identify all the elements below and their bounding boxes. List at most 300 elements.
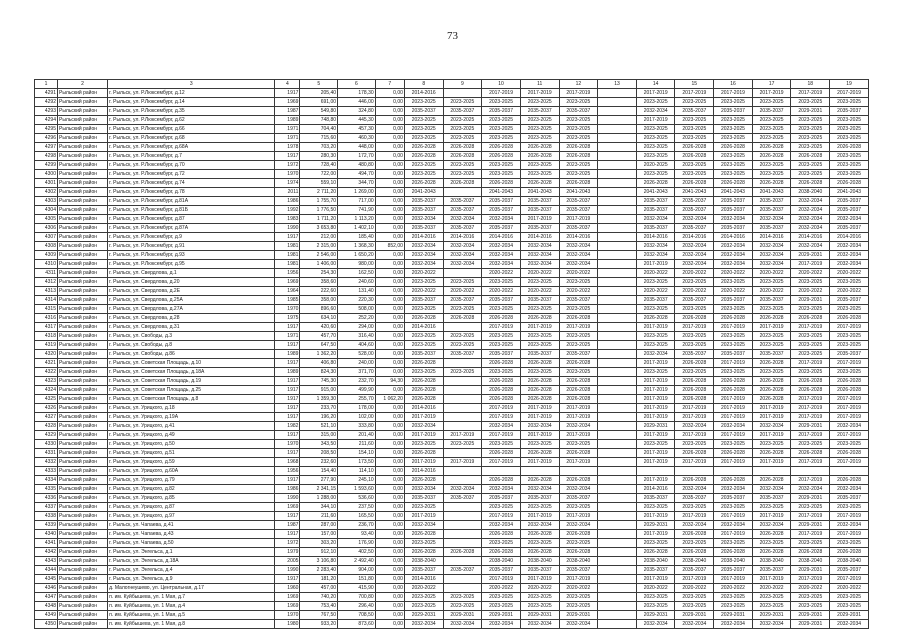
table-cell: 2029-2031 — [791, 422, 830, 431]
table-cell: 2017-2019 — [675, 431, 714, 440]
table-cell: 2023-2025 — [714, 305, 753, 314]
table-cell: 4346 — [35, 584, 58, 593]
table-cell: г. Рыльск, ул. Свердлова, д.20 — [108, 278, 275, 287]
table-cell — [675, 467, 714, 476]
table-cell: 2026-2028 — [482, 314, 521, 323]
table-cell: 2017-2019 — [404, 458, 443, 467]
table-cell: 2026-2028 — [791, 377, 830, 386]
table-cell: г. Рыльск, ул. Свердлова, д.28 — [108, 314, 275, 323]
table-cell: 0,00 — [375, 368, 404, 377]
table-cell: 154,10 — [338, 449, 376, 458]
table-cell: Рыльский район — [57, 143, 107, 152]
table-row — [35, 458, 869, 467]
table-cell: 2026-2028 — [791, 152, 830, 161]
table-cell: 2023-2025 — [714, 98, 753, 107]
table-cell: 4297 — [35, 143, 58, 152]
table-cell: 2026-2028 — [443, 548, 482, 557]
table-cell: 745,30 — [300, 377, 338, 386]
table-cell: 0,00 — [375, 215, 404, 224]
table-cell: Рыльский район — [57, 413, 107, 422]
table-row — [35, 287, 869, 296]
table-cell: 2023-2025 — [404, 332, 443, 341]
table-cell: г. Рыльск, ул. Р.Люксембург, д.72 — [108, 170, 275, 179]
table-cell: 2035-2037 — [714, 296, 753, 305]
table-cell: 2026-2028 — [714, 476, 753, 485]
table-row — [35, 584, 869, 593]
table-cell: 2017-2019 — [714, 404, 753, 413]
table-cell — [443, 512, 482, 521]
table-cell: 0,00 — [375, 206, 404, 215]
table-row — [35, 530, 869, 539]
table-cell: 1 755,70 — [300, 197, 338, 206]
table-cell: 2017-2019 — [520, 215, 559, 224]
table-cell: 0,00 — [375, 278, 404, 287]
table-cell: 2032-2034 — [482, 260, 521, 269]
table-cell: 2023-2025 — [752, 341, 791, 350]
table-cell: 2014-2016 — [404, 233, 443, 242]
table-cell: 0,00 — [375, 413, 404, 422]
table-row — [35, 611, 869, 620]
table-cell — [598, 233, 637, 242]
table-cell: 2020-2022 — [404, 269, 443, 278]
table-cell: 0,00 — [375, 125, 404, 134]
table-cell: 2023-2025 — [752, 116, 791, 125]
table-cell: г. Рыльск, ул. Р.Люксембург, д.87А — [108, 224, 275, 233]
table-cell: 2035-2037 — [443, 350, 482, 359]
table-cell: Рыльский район — [57, 539, 107, 548]
table-cell: Рыльский район — [57, 575, 107, 584]
table-cell: 240,00 — [338, 359, 376, 368]
table-cell: 2023-2025 — [520, 503, 559, 512]
table-cell: 2017-2019 — [752, 512, 791, 521]
table-row — [35, 215, 869, 224]
table-cell: 2041-2043 — [714, 188, 753, 197]
table-cell: 2017-2019 — [675, 404, 714, 413]
table-cell: 2017-2019 — [482, 89, 521, 98]
table-cell: 2023-2025 — [404, 602, 443, 611]
table-cell: 404,60 — [338, 341, 376, 350]
table-cell — [791, 467, 830, 476]
table-cell: 0,00 — [375, 584, 404, 593]
table-cell: 131,40 — [338, 287, 376, 296]
table-cell: 2026-2028 — [404, 530, 443, 539]
table-cell: 2032-2034 — [675, 260, 714, 269]
table-cell: 2029-2031 — [520, 611, 559, 620]
table-cell: 2023-2025 — [636, 125, 675, 134]
table-cell — [443, 584, 482, 593]
table-cell — [598, 107, 637, 116]
table-cell: 2026-2028 — [559, 395, 598, 404]
table-cell: 1917 — [275, 575, 300, 584]
column-header: 18 — [791, 80, 830, 89]
table-cell: 559,10 — [300, 179, 338, 188]
table-cell: 2023-2025 — [404, 116, 443, 125]
table-cell — [636, 467, 675, 476]
table-cell: 2023-2025 — [443, 161, 482, 170]
table-cell: 2023-2025 — [830, 161, 869, 170]
table-cell: 2023-2025 — [675, 125, 714, 134]
table-cell: 2023-2025 — [636, 305, 675, 314]
table-cell: 2041-2043 — [482, 188, 521, 197]
table-cell: 2020-2022 — [714, 584, 753, 593]
table-cell: Рыльский район — [57, 458, 107, 467]
table-cell: 2 341,15 — [300, 485, 338, 494]
table-cell: 2023-2025 — [482, 161, 521, 170]
table-cell: 1917 — [275, 395, 300, 404]
table-cell — [443, 323, 482, 332]
table-cell: 2026-2028 — [714, 386, 753, 395]
table-cell: 2032-2034 — [482, 422, 521, 431]
table-cell: 2026-2028 — [482, 548, 521, 557]
table-cell — [443, 530, 482, 539]
table-cell — [598, 431, 637, 440]
table-cell: 933,20 — [300, 620, 338, 629]
table-cell — [598, 197, 637, 206]
table-row — [35, 224, 869, 233]
table-cell: 4350 — [35, 620, 58, 629]
table-cell: 255,70 — [338, 395, 376, 404]
table-cell: 406,80 — [300, 359, 338, 368]
table-cell: 2026-2028 — [675, 359, 714, 368]
table-cell: 1971 — [275, 125, 300, 134]
table-cell: 2032-2034 — [791, 224, 830, 233]
table-cell: г. Рыльск, ул. Свердлова, д.1 — [108, 269, 275, 278]
table-cell: 2026-2028 — [404, 548, 443, 557]
table-cell: 2035-2037 — [752, 197, 791, 206]
table-cell: 2035-2037 — [520, 206, 559, 215]
table-cell: 2023-2025 — [830, 593, 869, 602]
table-cell: 236,70 — [338, 521, 376, 530]
table-cell: 2020-2022 — [520, 584, 559, 593]
table-cell: 2014-2016 — [559, 233, 598, 242]
table-cell: 1 062,20 — [375, 395, 404, 404]
table-cell: 2026-2028 — [559, 377, 598, 386]
table-cell: 2020-2022 — [520, 287, 559, 296]
table-cell: 2026-2028 — [675, 449, 714, 458]
table-cell: Рыльский район — [57, 179, 107, 188]
table-cell — [443, 89, 482, 98]
table-cell: Рыльский район — [57, 512, 107, 521]
table-cell: 2029-2031 — [791, 296, 830, 305]
table-cell: 2026-2028 — [752, 386, 791, 395]
table-cell — [598, 422, 637, 431]
table-cell: 2026-2028 — [404, 449, 443, 458]
table-cell: 2029-2031 — [482, 611, 521, 620]
table-cell: 4314 — [35, 296, 58, 305]
table-cell: 2026-2028 — [520, 476, 559, 485]
table-cell: 2026-2028 — [520, 530, 559, 539]
table-cell: г. Рыльск, ул. Р.Люксембург, д.35 — [108, 107, 275, 116]
table-cell: г. Рыльск, ул. Урицкого, д.79 — [108, 476, 275, 485]
table-cell: Рыльский район — [57, 161, 107, 170]
table-cell: 358,60 — [300, 278, 338, 287]
table-cell: 1 593,60 — [338, 485, 376, 494]
table-cell: 1990 — [275, 494, 300, 503]
table-row — [35, 134, 869, 143]
table-cell: Рыльский район — [57, 215, 107, 224]
table-cell — [443, 395, 482, 404]
table-row — [35, 494, 869, 503]
table-cell: 2035-2037 — [443, 197, 482, 206]
table-cell: Рыльский район — [57, 557, 107, 566]
table-cell: 1978 — [275, 143, 300, 152]
table-cell: 2026-2028 — [443, 179, 482, 188]
table-cell: 2032-2034 — [559, 485, 598, 494]
table-cell: 2017-2019 — [482, 323, 521, 332]
table-cell: 2035-2037 — [675, 296, 714, 305]
table-cell: Рыльский район — [57, 359, 107, 368]
table-cell: 2026-2028 — [752, 179, 791, 188]
table-cell: 2023-2025 — [714, 332, 753, 341]
table-cell: 2032-2034 — [404, 485, 443, 494]
table-cell: 2023-2025 — [482, 332, 521, 341]
table-cell: 0,00 — [375, 620, 404, 629]
table-cell: 896,60 — [300, 305, 338, 314]
table-cell — [559, 467, 598, 476]
table-cell: 0,00 — [375, 161, 404, 170]
table-cell: 2017-2019 — [752, 458, 791, 467]
table-cell: 741,90 — [338, 206, 376, 215]
table-cell: 2023-2025 — [482, 278, 521, 287]
table-cell: 2017-2019 — [559, 431, 598, 440]
table-cell: 2023-2025 — [714, 539, 753, 548]
table-cell: 2017-2019 — [791, 395, 830, 404]
table-row — [35, 386, 869, 395]
table-cell: 2023-2025 — [559, 98, 598, 107]
table-cell — [598, 602, 637, 611]
table-cell: 2026-2028 — [714, 548, 753, 557]
table-cell: 94,30 — [375, 377, 404, 386]
table-cell: 2035-2037 — [520, 224, 559, 233]
table-cell: 2032-2034 — [520, 251, 559, 260]
table-cell: 2017-2019 — [714, 575, 753, 584]
table-cell: 1970 — [275, 611, 300, 620]
column-header: 13 — [598, 80, 637, 89]
table-cell: 4316 — [35, 314, 58, 323]
table-cell: 4323 — [35, 377, 58, 386]
table-cell: 2026-2028 — [482, 143, 521, 152]
table-cell: 2026-2028 — [675, 143, 714, 152]
table-cell: 2023-2025 — [559, 332, 598, 341]
table-cell: 2020-2022 — [791, 287, 830, 296]
table-cell: 2032-2034 — [520, 242, 559, 251]
table-cell: 2020-2022 — [675, 269, 714, 278]
table-cell: 2017-2019 — [752, 575, 791, 584]
table-cell: 2032-2034 — [636, 107, 675, 116]
table-cell — [443, 503, 482, 512]
table-cell: 0,00 — [375, 548, 404, 557]
table-cell: 2023-2025 — [752, 503, 791, 512]
table-cell: 2023-2025 — [791, 593, 830, 602]
table-cell: г. Рыльск, ул. Советская Площадь, д.18А — [108, 368, 275, 377]
table-cell: Рыльский район — [57, 350, 107, 359]
table-cell: 0,00 — [375, 170, 404, 179]
table-cell: 1969 — [275, 602, 300, 611]
table-cell: 2035-2037 — [752, 224, 791, 233]
table-cell: 2023-2025 — [714, 170, 753, 179]
table-cell: 2 315,00 — [300, 242, 338, 251]
table-row — [35, 566, 869, 575]
table-cell: 2029-2031 — [791, 620, 830, 629]
table-cell: 2026-2028 — [482, 395, 521, 404]
table-cell: 2023-2025 — [520, 278, 559, 287]
table-cell: 2035-2037 — [559, 494, 598, 503]
table-row — [35, 503, 869, 512]
table-cell: Рыльский район — [57, 98, 107, 107]
table-cell: Рыльский район — [57, 341, 107, 350]
table-cell: 2023-2025 — [752, 539, 791, 548]
table-cell: 4349 — [35, 611, 58, 620]
table-cell: 2026-2028 — [520, 179, 559, 188]
table-cell: г. Рыльск, ул. Р.Люксембург, д.78 — [108, 188, 275, 197]
table-row — [35, 161, 869, 170]
table-cell: Рыльский район — [57, 593, 107, 602]
table-cell — [598, 575, 637, 584]
table-cell: 2017-2019 — [482, 404, 521, 413]
table-cell: 4305 — [35, 215, 58, 224]
table-cell: 2023-2025 — [482, 134, 521, 143]
table-cell: Рыльский район — [57, 224, 107, 233]
table-cell: 2032-2034 — [482, 620, 521, 629]
table-cell: 0,00 — [375, 350, 404, 359]
table-cell: 2029-2031 — [675, 611, 714, 620]
table-cell: 4299 — [35, 161, 58, 170]
table-cell: 2035-2037 — [443, 206, 482, 215]
table-cell: Рыльский район — [57, 620, 107, 629]
table-cell: 2023-2025 — [714, 278, 753, 287]
table-cell: 178,30 — [338, 89, 376, 98]
table-cell: 4342 — [35, 548, 58, 557]
table-cell: 173,50 — [338, 458, 376, 467]
table-cell: 2035-2037 — [636, 197, 675, 206]
table-cell: 2035-2037 — [830, 206, 869, 215]
table-cell: 2026-2028 — [404, 152, 443, 161]
table-cell: 1917 — [275, 431, 300, 440]
table-cell: 2020-2022 — [482, 269, 521, 278]
table-cell: 2032-2034 — [714, 485, 753, 494]
table-cell: 2026-2028 — [714, 179, 753, 188]
table-cell: 2023-2025 — [443, 332, 482, 341]
table-cell: 445,30 — [338, 116, 376, 125]
table-cell: 2023-2025 — [443, 98, 482, 107]
table-cell: 2035-2037 — [559, 197, 598, 206]
table-cell: 4311 — [35, 269, 58, 278]
table-cell: 2026-2028 — [791, 314, 830, 323]
table-cell: 2023-2025 — [559, 134, 598, 143]
table-cell: 2023-2025 — [791, 305, 830, 314]
table-cell: 2023-2025 — [714, 503, 753, 512]
table-cell: 2017-2019 — [830, 575, 869, 584]
table-cell: 767,50 — [300, 611, 338, 620]
table-row — [35, 170, 869, 179]
table-cell: 2026-2028 — [559, 548, 598, 557]
table-cell: 2023-2025 — [675, 440, 714, 449]
table-cell: 315,00 — [300, 431, 338, 440]
table-cell: 2035-2037 — [482, 296, 521, 305]
table-cell: 2026-2028 — [830, 314, 869, 323]
table-cell: 2023-2025 — [482, 503, 521, 512]
table-row — [35, 305, 869, 314]
table-cell: 2023-2025 — [791, 116, 830, 125]
table-cell: 151,80 — [338, 575, 376, 584]
table-cell: 2023-2025 — [675, 161, 714, 170]
table-cell: 232,60 — [300, 458, 338, 467]
table-cell: 2032-2034 — [752, 215, 791, 224]
table-cell: Рыльский район — [57, 260, 107, 269]
table-cell: 2026-2028 — [830, 548, 869, 557]
table-cell: 4338 — [35, 512, 58, 521]
table-cell: 2023-2025 — [520, 161, 559, 170]
table-cell: Рыльский район — [57, 170, 107, 179]
table-cell: 2032-2034 — [559, 260, 598, 269]
table-cell: Рыльский район — [57, 431, 107, 440]
table-cell: 2020-2022 — [559, 269, 598, 278]
table-cell: 2017-2019 — [791, 404, 830, 413]
table-cell: 2026-2028 — [714, 314, 753, 323]
table-cell: Рыльский район — [57, 449, 107, 458]
table-cell: 2023-2025 — [636, 170, 675, 179]
table-cell: 2035-2037 — [675, 494, 714, 503]
table-cell: 324,80 — [338, 107, 376, 116]
table-cell: 402,50 — [338, 548, 376, 557]
table-cell: 2035-2037 — [443, 494, 482, 503]
table-cell: 2017-2019 — [791, 413, 830, 422]
table-cell: 181,20 — [300, 575, 338, 584]
table-cell: 4324 — [35, 386, 58, 395]
table-cell: 102,00 — [338, 413, 376, 422]
table-cell: 912,10 — [300, 548, 338, 557]
table-cell: 448,00 — [338, 143, 376, 152]
table-cell: 2014-2016 — [482, 233, 521, 242]
table-cell: 1968 — [275, 458, 300, 467]
table-cell: 1981 — [275, 260, 300, 269]
table-cell: Рыльский район — [57, 530, 107, 539]
table-cell — [598, 134, 637, 143]
table-cell: 2032-2034 — [752, 620, 791, 629]
table-cell: 2023-2025 — [752, 278, 791, 287]
table-cell: 358,00 — [300, 296, 338, 305]
table-cell: 2032-2034 — [752, 485, 791, 494]
table-cell: 2023-2025 — [675, 341, 714, 350]
table-row — [35, 368, 869, 377]
table-cell: 2035-2037 — [482, 197, 521, 206]
table-cell — [752, 467, 791, 476]
table-cell: 2023-2025 — [559, 539, 598, 548]
table-cell: 4301 — [35, 179, 58, 188]
table-cell — [598, 215, 637, 224]
table-cell: 2017-2019 — [482, 575, 521, 584]
table-cell: 2023-2025 — [791, 440, 830, 449]
table-cell: г. Рыльск, ул. Р.Люксембург, д.7 — [108, 152, 275, 161]
table-cell: 2032-2034 — [559, 521, 598, 530]
table-cell: 0,00 — [375, 332, 404, 341]
table-cell: 2032-2034 — [520, 521, 559, 530]
table-cell: 2023-2025 — [520, 368, 559, 377]
table-cell — [598, 494, 637, 503]
table-cell: 2035-2037 — [752, 494, 791, 503]
table-cell: п. им. Куйбышева, ул. 1 Мая, д.5 — [108, 611, 275, 620]
table-row — [35, 242, 869, 251]
table-cell: 2023-2025 — [636, 278, 675, 287]
table-cell: 0,00 — [375, 449, 404, 458]
table-row — [35, 296, 869, 305]
table-cell: 1989 — [275, 350, 300, 359]
table-cell: 2017-2019 — [443, 431, 482, 440]
table-row — [35, 404, 869, 413]
table-cell: 717,00 — [338, 197, 376, 206]
table-cell: 4331 — [35, 449, 58, 458]
table-cell: 2035-2037 — [482, 494, 521, 503]
